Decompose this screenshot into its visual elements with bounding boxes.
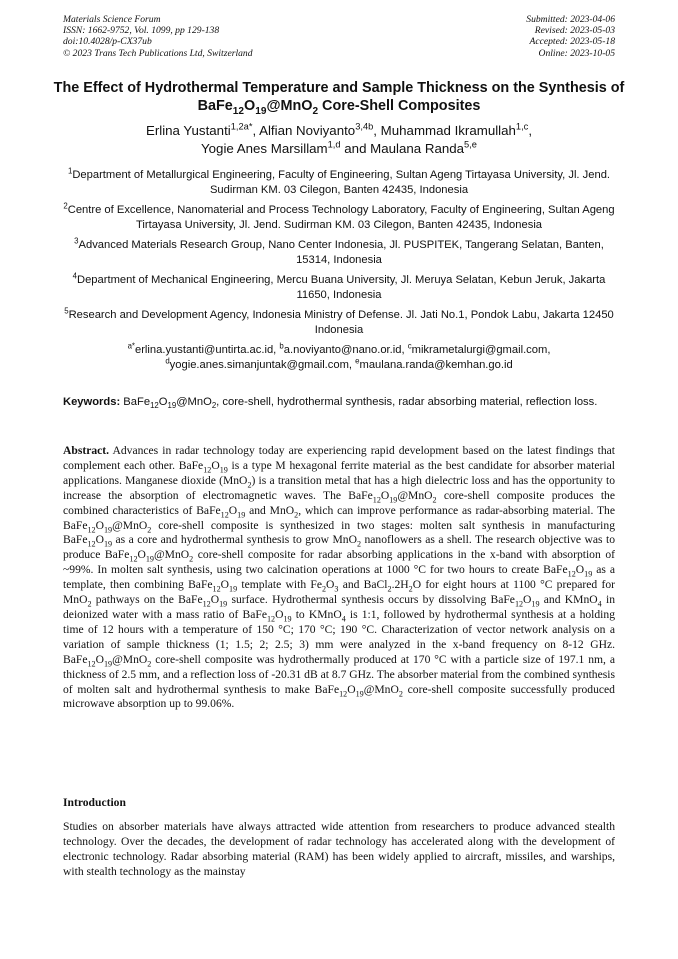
paper-title: The Effect of Hydrothermal Temperature and Sample Thickness on the Synthesis of $BaFe_{12}O_{19}@MnO_2$ Core-Shell Composites [53, 80, 625, 117]
keywords-section [63, 396, 615, 410]
journal-info [63, 14, 253, 59]
keywords-label: Keywords: [63, 396, 121, 408]
date-revised: Revised: 2023-05-03 [534, 25, 615, 37]
journal-copyright: © 2023 Trans Tech Publications Ltd, Switzerland [63, 47, 253, 59]
affiliations [58, 168, 620, 372]
introduction-text: Studies on absorber materials have always attracted wide attention from researchers to produce advanced stealth technology. Over the decades, the development of radar technology has accelerated along with the development of electronic technology. Radar absorbing material (RAM) has been widely applied to aircraft, missiles, and warships, with stealth technology as the mainstay [63, 820, 615, 878]
keywords-text: $BaFe_{12}O_{19}@MnO_2$, core-shell, hydrothermal synthesis, radar absorbing material, reflection loss. [120, 396, 598, 411]
abstract-text: Advances in radar technology today are experiencing rapid development based on the latest findings that complement each other. $BaFe_{12}O_{19}$ is a type M hexagonal ferrite material as the best candidate for absorber material applications. Manganese dioxide (MnO$_2$) is a transition metal that has a high dielectric loss and has the opportunity to increase the absorption of electromagnetic waves. The $BaFe_{12}O_{19}@MnO_2$ core-shell composite produces the combined characteristics of $BaFe_{12}O_{19}$ and MnO$_2$, which can improve performance as radar-absorbing material. The $BaFe_{12}O_{19}@MnO_2$ core-shell composite is synthesized in two stages: molten salt synthesis in manufacturing $BaFe_{12}O_{19}$ as a core and hydrothermal synthesis to grow MnO$_2$ nanoflowers as a shell. The research objective was to produce $BaFe_{12}O_{19}@MnO_2$ core-shell composite for radar absorbing applications in the x-band with absorption of ~99%. In molten salt synthesis, using two calcination operations at 1000 °C for two hours to create $BaFe_{12}O_{19}$ as a template, then combining $BaFe_{12}O_{19}$ template with $Fe_2O_3$ and $BaCl_2.2H_2O$ for eight hours at 1100 °C prepared for MnO$_2$ pathways on the $BaFe_{12}O_{19}$ surface. Hydrothermal synthesis occurs by dissolving $BaFe_{12}O_{19}$ and KMnO$_4$ in deionized water with a mass ratio of $BaFe_{12}O_{19}$ to KMnO$_4$ is 1:1, followed by hydrothermal synthesis at a holding time of 12 hours with a temperature of 150 °C; 170 °C; 190 °C. Characterization of vector network analysis on a variation of sample thickness (1; 1.5; 2; 2.5; 3) mm were analyzed in the x-band frequency on 8-12 GHz. $BaFe_{12}O_{19}@MnO_2$ core-shell composite was hydrothermally produced at 170 °C with a particle size of 197.1 nm, a thickness of 2.5 mm, and a reflection loss of -20.31 dB at 8.7 GHz. The absorber material from the combined synthesis of molten salt and hydrothermal synthesis to make $BaFe_{12}O_{19}@MnO_2$ core-shell composite successfully produced microwave absorption up to 99.06%. [63, 444, 616, 711]
author-list: Erlina Yustanti$^{1,2a*}$, Alfian Noviyanto$^{3,4b}$, Muhammad Ikramullah$^{1,c}$, Yogie Anes Marsillam$^{1,d}$ and Maulana Randa$^{5,e}$ [145, 121, 533, 156]
affiliation-2: $^2$Centre of Excellence, Nanomaterial and Process Technology Laboratory, Faculty of Engineering, Sultan Ageng Tirtayasa University, Jl. Jend. Sudirman KM. 03 Cilegon, Banten 42435, Indonesia [63, 201, 615, 231]
author-emails: $^{a*}$erlina.yustanti@untirta.ac.id, $^b$a.noviyanto@nano.or.id, $^c$mikrametalurgi@gmail.com, $^d$yogie.anes.simanjuntak@gmail.com, $^e$maulana.randa@kemhan.go.id [127, 341, 551, 371]
journal-name: Materials Science Forum [63, 14, 161, 25]
date-accepted: Accepted: 2023-05-18 [529, 36, 615, 48]
affiliation-3: $^3$Advanced Materials Research Group, Nano Center Indonesia, Jl. PUSPITEK, Tangerang Selatan, Banten, 15314, Indonesia [74, 236, 604, 266]
date-online: Online: 2023-10-05 [538, 47, 615, 59]
date-submitted: Submitted: 2023-04-06 [526, 14, 615, 25]
journal-doi: doi:10.4028/p-CX37ub [63, 36, 152, 48]
abstract-section [63, 444, 615, 712]
publication-dates [526, 14, 615, 59]
affiliation-4: $^4$Department of Mechanical Engineering, Mercu Buana University, Jl. Meruya Selatan, Kebun Jeruk, Jakarta 11650, Indonesia [72, 271, 606, 301]
introduction-heading: Introduction [63, 796, 126, 809]
affiliation-5: $^5$Research and Development Agency, Indonesia Ministry of Defense. Jl. Jati No.1, Pondok Labu, Jakarta 12450 Indonesia [64, 306, 614, 336]
abstract-label: Abstract. [63, 444, 110, 457]
journal-issn: ISSN: 1662-9752, Vol. 1099, pp 129-138 [63, 25, 220, 37]
affiliation-1: $^1$Department of Metallurgical Engineering, Faculty of Engineering, Sultan Ageng Tirtayasa University, Jl. Jend. Sudirman KM. 03 Cilegon, Banten 42435, Indonesia [67, 166, 611, 196]
